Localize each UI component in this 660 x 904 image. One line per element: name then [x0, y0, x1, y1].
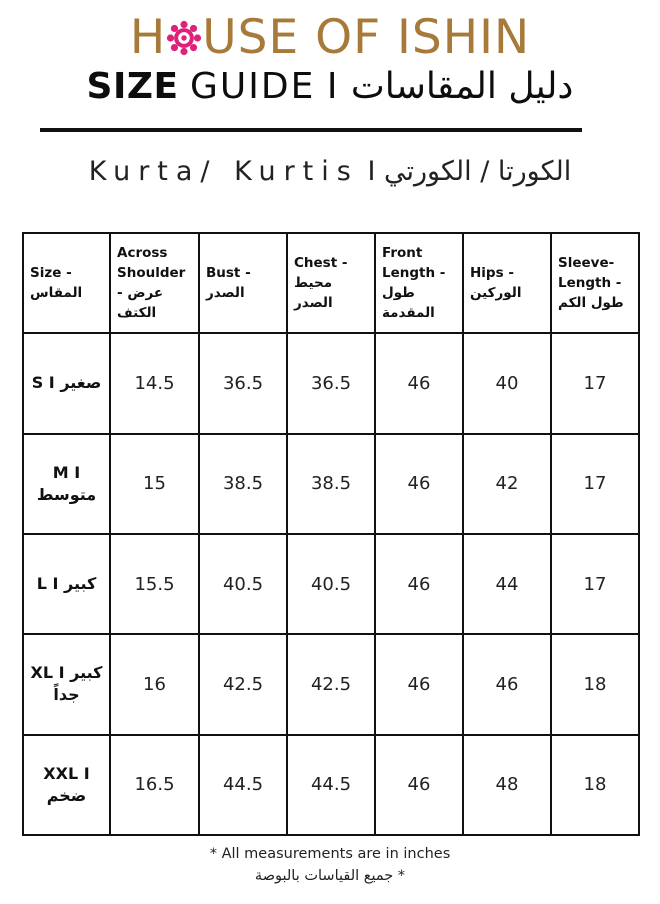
table-row	[23, 333, 639, 433]
brand-text-end: USE OF ISHIN	[202, 10, 531, 65]
table-cell: 18	[551, 634, 639, 734]
table-header-cell: Front Length - طول المقدمة	[375, 233, 463, 333]
table-cell: 44.5	[287, 735, 375, 835]
subtitle-english: Kurta/ Kurtis	[88, 156, 359, 187]
subtitle-arabic: الكورتا / الكورتي	[384, 156, 572, 187]
table-cell: 42.5	[199, 634, 287, 734]
table-cell: 44	[463, 534, 551, 634]
table-row	[23, 634, 639, 734]
footnote-english: * All measurements are in inches	[209, 846, 451, 862]
table-cell: 17	[551, 333, 639, 433]
size-cell: XXL I ضخم	[23, 735, 110, 835]
table-cell: 16.5	[110, 735, 199, 835]
title-arabic: دليل المقاسات	[350, 66, 574, 107]
table-cell: 48	[463, 735, 551, 835]
table-row	[23, 735, 639, 835]
size-cell: S I صغير	[23, 333, 110, 433]
table-cell: 15.5	[110, 534, 199, 634]
table-cell: 17	[551, 434, 639, 534]
table-cell: 46	[463, 634, 551, 734]
table-cell: 17	[551, 534, 639, 634]
table-header-cell: Sleeve-Length - طول الكم	[551, 233, 639, 333]
table-header-cell: Size - المقاس	[23, 233, 110, 333]
table-cell: 42	[463, 434, 551, 534]
table-cell: 44.5	[199, 735, 287, 835]
table-header-cell: Across Shoulder - عرض الكتف	[110, 233, 199, 333]
table-cell: 46	[375, 434, 463, 534]
title-light: GUIDE	[190, 66, 316, 107]
footnote-arabic: جميع القياسات بالبوصة *	[254, 868, 406, 884]
size-cell: M I متوسط	[23, 434, 110, 534]
table-cell: 36.5	[287, 333, 375, 433]
table-cell: 40.5	[199, 534, 287, 634]
title-divider	[40, 128, 582, 132]
flower-icon	[166, 20, 202, 56]
table-cell: 38.5	[287, 434, 375, 534]
table-cell: 46	[375, 333, 463, 433]
table-cell: 46	[375, 534, 463, 634]
brand-logo	[0, 10, 660, 65]
table-cell: 16	[110, 634, 199, 734]
size-cell: XL I كبير جداً	[23, 634, 110, 734]
size-table	[22, 232, 640, 836]
table-header-row	[23, 233, 639, 333]
table-header-cell: Hips - الوركين	[463, 233, 551, 333]
table-cell: 40.5	[287, 534, 375, 634]
brand-text-start: H	[129, 10, 167, 65]
table-cell: 46	[375, 634, 463, 734]
subtitle-separator: I	[367, 156, 376, 187]
table-cell: 15	[110, 434, 199, 534]
table-cell: 36.5	[199, 333, 287, 433]
table-header-cell: Chest - محيط الصدر	[287, 233, 375, 333]
table-cell: 40	[463, 333, 551, 433]
title-separator: I	[326, 66, 340, 107]
table-cell: 42.5	[287, 634, 375, 734]
table-row	[23, 434, 639, 534]
table-cell: 46	[375, 735, 463, 835]
garment-subtitle	[0, 156, 660, 187]
size-guide-title	[0, 66, 660, 107]
title-bold: SIZE	[86, 66, 179, 107]
table-header-cell: Bust - الصدر	[199, 233, 287, 333]
size-cell: L I كبير	[23, 534, 110, 634]
table-cell: 14.5	[110, 333, 199, 433]
table-cell: 38.5	[199, 434, 287, 534]
table-row	[23, 534, 639, 634]
table-cell: 18	[551, 735, 639, 835]
